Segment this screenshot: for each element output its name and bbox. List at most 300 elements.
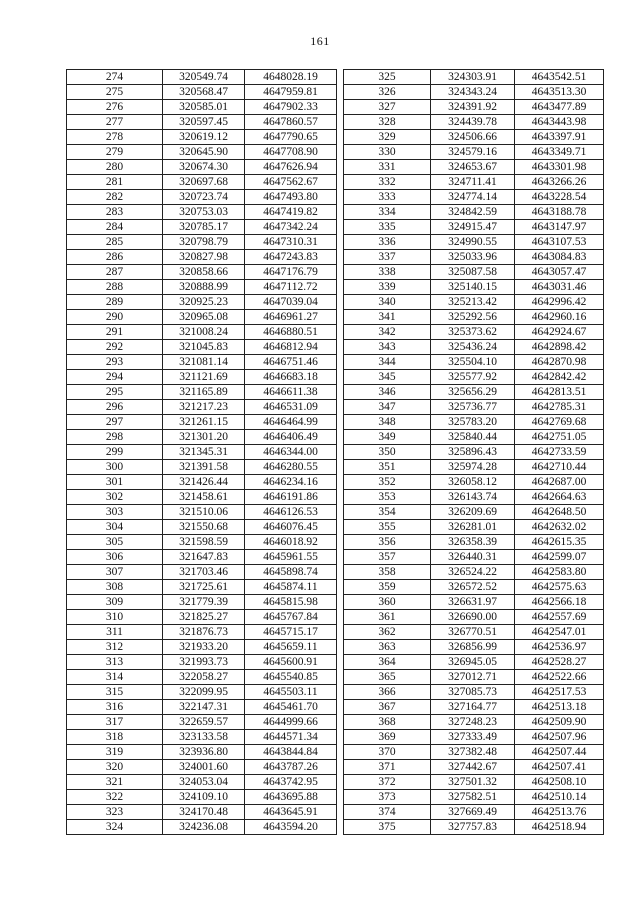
x-coordinate-cell: 327333.49 xyxy=(431,730,515,745)
x-coordinate-cell: 321426.44 xyxy=(163,475,245,490)
point-number-cell: 287 xyxy=(67,265,163,280)
point-number-cell: 371 xyxy=(344,760,431,775)
table-row xyxy=(67,565,337,580)
x-coordinate-cell: 321301.20 xyxy=(163,430,245,445)
x-coordinate-cell: 321045.83 xyxy=(163,340,245,355)
y-coordinate-cell: 4643228.54 xyxy=(515,190,604,205)
point-number-cell: 358 xyxy=(344,565,431,580)
y-coordinate-cell: 4647790.65 xyxy=(245,130,337,145)
table-row xyxy=(67,460,337,475)
y-coordinate-cell: 4647039.04 xyxy=(245,295,337,310)
x-coordinate-cell: 324653.67 xyxy=(431,160,515,175)
x-coordinate-cell: 322659.57 xyxy=(163,715,245,730)
table-row xyxy=(67,550,337,565)
point-number-cell: 367 xyxy=(344,700,431,715)
point-number-cell: 343 xyxy=(344,340,431,355)
point-number-cell: 300 xyxy=(67,460,163,475)
y-coordinate-cell: 4642898.42 xyxy=(515,340,604,355)
point-number-cell: 303 xyxy=(67,505,163,520)
point-number-cell: 311 xyxy=(67,625,163,640)
y-coordinate-cell: 4642508.10 xyxy=(515,775,604,790)
y-coordinate-cell: 4645874.11 xyxy=(245,580,337,595)
y-coordinate-cell: 4647959.81 xyxy=(245,85,337,100)
y-coordinate-cell: 4647342.24 xyxy=(245,220,337,235)
table-row xyxy=(67,700,337,715)
point-number-cell: 284 xyxy=(67,220,163,235)
y-coordinate-cell: 4645600.91 xyxy=(245,655,337,670)
x-coordinate-cell: 321598.59 xyxy=(163,535,245,550)
table-row xyxy=(67,610,337,625)
x-coordinate-cell: 325577.92 xyxy=(431,370,515,385)
x-coordinate-cell: 321933.20 xyxy=(163,640,245,655)
point-number-cell: 302 xyxy=(67,490,163,505)
point-number-cell: 348 xyxy=(344,415,431,430)
table-row xyxy=(67,760,337,775)
point-number-cell: 350 xyxy=(344,445,431,460)
table-row xyxy=(67,505,337,520)
table-row xyxy=(344,85,604,100)
y-coordinate-cell: 4645503.11 xyxy=(245,685,337,700)
y-coordinate-cell: 4647243.83 xyxy=(245,250,337,265)
table-row xyxy=(344,805,604,820)
x-coordinate-cell: 327669.49 xyxy=(431,805,515,820)
point-number-cell: 354 xyxy=(344,505,431,520)
x-coordinate-cell: 321510.06 xyxy=(163,505,245,520)
table-row xyxy=(344,100,604,115)
x-coordinate-cell: 320597.45 xyxy=(163,115,245,130)
x-coordinate-cell: 325436.24 xyxy=(431,340,515,355)
table-row xyxy=(67,175,337,190)
y-coordinate-cell: 4647112.72 xyxy=(245,280,337,295)
x-coordinate-cell: 321725.61 xyxy=(163,580,245,595)
table-row xyxy=(344,130,604,145)
table-row xyxy=(344,670,604,685)
table-row xyxy=(67,745,337,760)
table-row xyxy=(344,520,604,535)
y-coordinate-cell: 4642870.98 xyxy=(515,355,604,370)
table-row xyxy=(67,85,337,100)
coordinate-table-right xyxy=(343,69,604,835)
y-coordinate-cell: 4643645.91 xyxy=(245,805,337,820)
point-number-cell: 310 xyxy=(67,610,163,625)
y-coordinate-cell: 4643147.97 xyxy=(515,220,604,235)
y-coordinate-cell: 4642996.42 xyxy=(515,295,604,310)
point-number-cell: 301 xyxy=(67,475,163,490)
y-coordinate-cell: 4642599.07 xyxy=(515,550,604,565)
x-coordinate-cell: 327012.71 xyxy=(431,670,515,685)
point-number-cell: 329 xyxy=(344,130,431,145)
table-row xyxy=(344,505,604,520)
y-coordinate-cell: 4643349.71 xyxy=(515,145,604,160)
x-coordinate-cell: 321458.61 xyxy=(163,490,245,505)
y-coordinate-cell: 4642960.16 xyxy=(515,310,604,325)
y-coordinate-cell: 4643397.91 xyxy=(515,130,604,145)
table-row xyxy=(344,595,604,610)
table-row xyxy=(67,805,337,820)
table-row xyxy=(344,310,604,325)
point-number-cell: 286 xyxy=(67,250,163,265)
table-row xyxy=(344,565,604,580)
table-row xyxy=(344,265,604,280)
point-number-cell: 337 xyxy=(344,250,431,265)
y-coordinate-cell: 4642575.63 xyxy=(515,580,604,595)
y-coordinate-cell: 4646126.53 xyxy=(245,505,337,520)
y-coordinate-cell: 4647419.82 xyxy=(245,205,337,220)
x-coordinate-cell: 327382.48 xyxy=(431,745,515,760)
point-number-cell: 327 xyxy=(344,100,431,115)
x-coordinate-cell: 325656.29 xyxy=(431,385,515,400)
x-coordinate-cell: 321121.69 xyxy=(163,370,245,385)
point-number-cell: 375 xyxy=(344,820,431,835)
x-coordinate-cell: 324170.48 xyxy=(163,805,245,820)
y-coordinate-cell: 4646683.18 xyxy=(245,370,337,385)
table-row xyxy=(344,640,604,655)
x-coordinate-cell: 321391.58 xyxy=(163,460,245,475)
y-coordinate-cell: 4642632.02 xyxy=(515,520,604,535)
x-coordinate-cell: 321261.15 xyxy=(163,415,245,430)
point-number-cell: 346 xyxy=(344,385,431,400)
x-coordinate-cell: 323133.58 xyxy=(163,730,245,745)
point-number-cell: 351 xyxy=(344,460,431,475)
point-number-cell: 341 xyxy=(344,310,431,325)
point-number-cell: 306 xyxy=(67,550,163,565)
point-number-cell: 336 xyxy=(344,235,431,250)
point-number-cell: 339 xyxy=(344,280,431,295)
y-coordinate-cell: 4645540.85 xyxy=(245,670,337,685)
x-coordinate-cell: 321779.39 xyxy=(163,595,245,610)
point-number-cell: 296 xyxy=(67,400,163,415)
y-coordinate-cell: 4642924.67 xyxy=(515,325,604,340)
table-row xyxy=(344,370,604,385)
point-number-cell: 373 xyxy=(344,790,431,805)
table-row xyxy=(344,490,604,505)
y-coordinate-cell: 4645461.70 xyxy=(245,700,337,715)
point-number-cell: 372 xyxy=(344,775,431,790)
y-coordinate-cell: 4642664.63 xyxy=(515,490,604,505)
y-coordinate-cell: 4643266.26 xyxy=(515,175,604,190)
point-number-cell: 297 xyxy=(67,415,163,430)
table-row xyxy=(344,355,604,370)
point-number-cell: 285 xyxy=(67,235,163,250)
point-number-cell: 274 xyxy=(67,70,163,85)
point-number-cell: 279 xyxy=(67,145,163,160)
table-row xyxy=(67,490,337,505)
x-coordinate-cell: 325087.58 xyxy=(431,265,515,280)
table-row xyxy=(67,325,337,340)
point-number-cell: 325 xyxy=(344,70,431,85)
y-coordinate-cell: 4642557.69 xyxy=(515,610,604,625)
table-row xyxy=(67,70,337,85)
table-row xyxy=(344,400,604,415)
y-coordinate-cell: 4646880.51 xyxy=(245,325,337,340)
point-number-cell: 323 xyxy=(67,805,163,820)
x-coordinate-cell: 326524.22 xyxy=(431,565,515,580)
point-number-cell: 278 xyxy=(67,130,163,145)
x-coordinate-cell: 324579.16 xyxy=(431,145,515,160)
y-coordinate-cell: 4642507.41 xyxy=(515,760,604,775)
x-coordinate-cell: 321825.27 xyxy=(163,610,245,625)
page-number: 161 xyxy=(310,34,330,48)
table-row xyxy=(344,610,604,625)
table-row xyxy=(67,280,337,295)
y-coordinate-cell: 4643107.53 xyxy=(515,235,604,250)
point-number-cell: 333 xyxy=(344,190,431,205)
table-row xyxy=(67,580,337,595)
x-coordinate-cell: 320965.08 xyxy=(163,310,245,325)
table-row xyxy=(344,145,604,160)
point-number-cell: 345 xyxy=(344,370,431,385)
x-coordinate-cell: 327164.77 xyxy=(431,700,515,715)
y-coordinate-cell: 4643057.47 xyxy=(515,265,604,280)
y-coordinate-cell: 4642710.44 xyxy=(515,460,604,475)
table-row xyxy=(67,775,337,790)
point-number-cell: 314 xyxy=(67,670,163,685)
table-row xyxy=(344,295,604,310)
point-number-cell: 290 xyxy=(67,310,163,325)
y-coordinate-cell: 4646464.99 xyxy=(245,415,337,430)
y-coordinate-cell: 4646018.92 xyxy=(245,535,337,550)
y-coordinate-cell: 4642566.18 xyxy=(515,595,604,610)
table-row xyxy=(67,670,337,685)
x-coordinate-cell: 327757.83 xyxy=(431,820,515,835)
table-row xyxy=(344,160,604,175)
y-coordinate-cell: 4647902.33 xyxy=(245,100,337,115)
point-number-cell: 312 xyxy=(67,640,163,655)
point-number-cell: 308 xyxy=(67,580,163,595)
point-number-cell: 318 xyxy=(67,730,163,745)
point-number-cell: 344 xyxy=(344,355,431,370)
x-coordinate-cell: 324711.41 xyxy=(431,175,515,190)
point-number-cell: 316 xyxy=(67,700,163,715)
x-coordinate-cell: 322147.31 xyxy=(163,700,245,715)
y-coordinate-cell: 4647562.67 xyxy=(245,175,337,190)
table-row xyxy=(344,340,604,355)
point-number-cell: 305 xyxy=(67,535,163,550)
x-coordinate-cell: 321345.31 xyxy=(163,445,245,460)
x-coordinate-cell: 326440.31 xyxy=(431,550,515,565)
x-coordinate-cell: 324774.14 xyxy=(431,190,515,205)
y-coordinate-cell: 4645898.74 xyxy=(245,565,337,580)
table-row xyxy=(344,760,604,775)
x-coordinate-cell: 324343.24 xyxy=(431,85,515,100)
table-row xyxy=(67,100,337,115)
point-number-cell: 299 xyxy=(67,445,163,460)
y-coordinate-cell: 4643513.30 xyxy=(515,85,604,100)
x-coordinate-cell: 321217.23 xyxy=(163,400,245,415)
table-row xyxy=(344,445,604,460)
table-row xyxy=(67,250,337,265)
point-number-cell: 338 xyxy=(344,265,431,280)
table-row xyxy=(67,220,337,235)
table-row xyxy=(344,715,604,730)
y-coordinate-cell: 4642648.50 xyxy=(515,505,604,520)
point-number-cell: 298 xyxy=(67,430,163,445)
x-coordinate-cell: 327085.73 xyxy=(431,685,515,700)
x-coordinate-cell: 321993.73 xyxy=(163,655,245,670)
point-number-cell: 275 xyxy=(67,85,163,100)
point-number-cell: 324 xyxy=(67,820,163,835)
table-row xyxy=(67,205,337,220)
table-row xyxy=(67,415,337,430)
y-coordinate-cell: 4645961.55 xyxy=(245,550,337,565)
table-row xyxy=(344,325,604,340)
x-coordinate-cell: 320549.74 xyxy=(163,70,245,85)
point-number-cell: 366 xyxy=(344,685,431,700)
y-coordinate-cell: 4642517.53 xyxy=(515,685,604,700)
table-row xyxy=(67,340,337,355)
table-row xyxy=(67,685,337,700)
x-coordinate-cell: 325213.42 xyxy=(431,295,515,310)
x-coordinate-cell: 325840.44 xyxy=(431,430,515,445)
x-coordinate-cell: 320798.79 xyxy=(163,235,245,250)
point-number-cell: 313 xyxy=(67,655,163,670)
x-coordinate-cell: 322099.95 xyxy=(163,685,245,700)
point-number-cell: 355 xyxy=(344,520,431,535)
table-row xyxy=(67,520,337,535)
table-row xyxy=(344,730,604,745)
y-coordinate-cell: 4643542.51 xyxy=(515,70,604,85)
x-coordinate-cell: 320645.90 xyxy=(163,145,245,160)
x-coordinate-cell: 325974.28 xyxy=(431,460,515,475)
y-coordinate-cell: 4646076.45 xyxy=(245,520,337,535)
point-number-cell: 332 xyxy=(344,175,431,190)
point-number-cell: 361 xyxy=(344,610,431,625)
point-number-cell: 288 xyxy=(67,280,163,295)
point-number-cell: 362 xyxy=(344,625,431,640)
x-coordinate-cell: 327442.67 xyxy=(431,760,515,775)
x-coordinate-cell: 321647.83 xyxy=(163,550,245,565)
y-coordinate-cell: 4643594.20 xyxy=(245,820,337,835)
table-row xyxy=(344,775,604,790)
x-coordinate-cell: 322058.27 xyxy=(163,670,245,685)
y-coordinate-cell: 4647493.80 xyxy=(245,190,337,205)
x-coordinate-cell: 326690.00 xyxy=(431,610,515,625)
x-coordinate-cell: 324303.91 xyxy=(431,70,515,85)
point-number-cell: 283 xyxy=(67,205,163,220)
table-row xyxy=(344,280,604,295)
x-coordinate-cell: 325896.43 xyxy=(431,445,515,460)
y-coordinate-cell: 4646812.94 xyxy=(245,340,337,355)
x-coordinate-cell: 326358.39 xyxy=(431,535,515,550)
point-number-cell: 330 xyxy=(344,145,431,160)
table-row xyxy=(344,460,604,475)
table-row xyxy=(344,580,604,595)
point-number-cell: 289 xyxy=(67,295,163,310)
point-number-cell: 328 xyxy=(344,115,431,130)
table-row xyxy=(67,355,337,370)
table-row xyxy=(344,550,604,565)
table-row xyxy=(67,295,337,310)
table-row xyxy=(344,700,604,715)
x-coordinate-cell: 326631.97 xyxy=(431,595,515,610)
x-coordinate-cell: 325783.20 xyxy=(431,415,515,430)
x-coordinate-cell: 326770.51 xyxy=(431,625,515,640)
point-number-cell: 334 xyxy=(344,205,431,220)
point-number-cell: 276 xyxy=(67,100,163,115)
point-number-cell: 307 xyxy=(67,565,163,580)
point-number-cell: 326 xyxy=(344,85,431,100)
table-row xyxy=(344,820,604,835)
x-coordinate-cell: 325033.96 xyxy=(431,250,515,265)
y-coordinate-cell: 4646234.16 xyxy=(245,475,337,490)
table-row xyxy=(344,250,604,265)
point-number-cell: 304 xyxy=(67,520,163,535)
point-number-cell: 335 xyxy=(344,220,431,235)
point-number-cell: 294 xyxy=(67,370,163,385)
x-coordinate-cell: 321876.73 xyxy=(163,625,245,640)
x-coordinate-cell: 320619.12 xyxy=(163,130,245,145)
table-row xyxy=(67,655,337,670)
y-coordinate-cell: 4644999.66 xyxy=(245,715,337,730)
y-coordinate-cell: 4643742.95 xyxy=(245,775,337,790)
x-coordinate-cell: 324915.47 xyxy=(431,220,515,235)
x-coordinate-cell: 327248.23 xyxy=(431,715,515,730)
point-number-cell: 374 xyxy=(344,805,431,820)
x-coordinate-cell: 323936.80 xyxy=(163,745,245,760)
y-coordinate-cell: 4647310.31 xyxy=(245,235,337,250)
x-coordinate-cell: 324001.60 xyxy=(163,760,245,775)
table-row xyxy=(67,115,337,130)
table-row xyxy=(67,595,337,610)
x-coordinate-cell: 320827.98 xyxy=(163,250,245,265)
y-coordinate-cell: 4642813.51 xyxy=(515,385,604,400)
point-number-cell: 340 xyxy=(344,295,431,310)
table-row xyxy=(67,130,337,145)
point-number-cell: 319 xyxy=(67,745,163,760)
y-coordinate-cell: 4642785.31 xyxy=(515,400,604,415)
x-coordinate-cell: 321008.24 xyxy=(163,325,245,340)
y-coordinate-cell: 4642536.97 xyxy=(515,640,604,655)
y-coordinate-cell: 4643787.26 xyxy=(245,760,337,775)
point-number-cell: 281 xyxy=(67,175,163,190)
y-coordinate-cell: 4647860.57 xyxy=(245,115,337,130)
table-row xyxy=(67,235,337,250)
x-coordinate-cell: 320858.66 xyxy=(163,265,245,280)
point-number-cell: 347 xyxy=(344,400,431,415)
y-coordinate-cell: 4642687.00 xyxy=(515,475,604,490)
table-row xyxy=(344,625,604,640)
x-coordinate-cell: 320723.74 xyxy=(163,190,245,205)
x-coordinate-cell: 327582.51 xyxy=(431,790,515,805)
point-number-cell: 320 xyxy=(67,760,163,775)
table-row xyxy=(344,475,604,490)
x-coordinate-cell: 320753.03 xyxy=(163,205,245,220)
y-coordinate-cell: 4646611.38 xyxy=(245,385,337,400)
table-row xyxy=(344,115,604,130)
point-number-cell: 292 xyxy=(67,340,163,355)
point-number-cell: 342 xyxy=(344,325,431,340)
point-number-cell: 353 xyxy=(344,490,431,505)
point-number-cell: 315 xyxy=(67,685,163,700)
y-coordinate-cell: 4645659.11 xyxy=(245,640,337,655)
x-coordinate-cell: 326058.12 xyxy=(431,475,515,490)
x-coordinate-cell: 326856.99 xyxy=(431,640,515,655)
y-coordinate-cell: 4642615.35 xyxy=(515,535,604,550)
table-row xyxy=(344,685,604,700)
table-row xyxy=(344,220,604,235)
y-coordinate-cell: 4643188.78 xyxy=(515,205,604,220)
y-coordinate-cell: 4642528.27 xyxy=(515,655,604,670)
point-number-cell: 352 xyxy=(344,475,431,490)
y-coordinate-cell: 4647708.90 xyxy=(245,145,337,160)
point-number-cell: 369 xyxy=(344,730,431,745)
x-coordinate-cell: 324236.08 xyxy=(163,820,245,835)
x-coordinate-cell: 320925.23 xyxy=(163,295,245,310)
y-coordinate-cell: 4643031.46 xyxy=(515,280,604,295)
point-number-cell: 365 xyxy=(344,670,431,685)
y-coordinate-cell: 4642513.18 xyxy=(515,700,604,715)
table-row xyxy=(67,400,337,415)
